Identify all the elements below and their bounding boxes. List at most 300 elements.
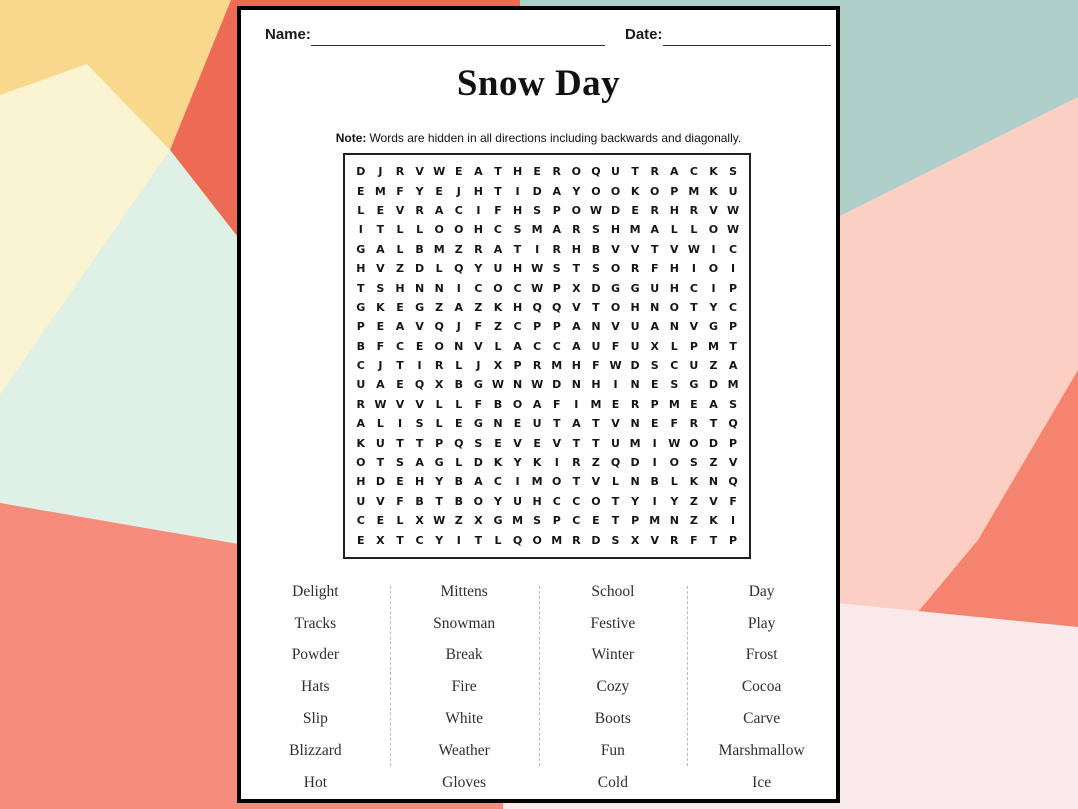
grid-cell: K (709, 184, 718, 198)
grid-row (351, 414, 743, 433)
grid-cell: T (709, 533, 718, 547)
date-blank-line (663, 25, 831, 46)
grid-cell: E (396, 300, 404, 314)
grid-cell: I (711, 281, 716, 295)
grid-cell: M (433, 242, 445, 256)
grid-cell: K (630, 184, 640, 198)
grid-cell: W (531, 378, 544, 392)
grid-cell: X (572, 281, 581, 295)
grid-cell: V (650, 533, 659, 547)
grid-cell: W (374, 397, 387, 411)
grid-cell: L (494, 339, 502, 353)
grid-cell: B (415, 494, 424, 508)
note-bold-prefix: Note: (335, 131, 367, 145)
grid-cell: P (356, 320, 365, 334)
grid-cell: F (650, 262, 659, 276)
grid-cell: V (611, 242, 620, 256)
grid-cell: R (689, 417, 699, 431)
word-item: Play (747, 614, 776, 632)
grid-cell: Q (532, 300, 542, 314)
grid-cell: R (670, 533, 679, 547)
grid-cell: F (592, 359, 600, 373)
grid-cell: E (376, 320, 385, 334)
name-blank-line (311, 25, 605, 46)
grid-cell: G (473, 378, 483, 392)
grid-cell: H (591, 378, 601, 392)
grid-cell: J (456, 320, 461, 334)
grid-cell: L (670, 223, 678, 237)
grid-cell: I (652, 436, 657, 450)
grid-cell: O (434, 339, 444, 353)
note-text (241, 131, 836, 145)
grid-cell: E (455, 417, 463, 431)
grid-cell: U (356, 378, 366, 392)
grid-cell: L (494, 533, 502, 547)
grid-cell: S (689, 456, 698, 470)
grid-cell: R (572, 456, 581, 470)
word-item: Gloves (442, 773, 487, 791)
grid-cell: V (376, 494, 385, 508)
grid-cell: R (552, 242, 561, 256)
grid-cell: U (728, 184, 738, 198)
word-list (241, 576, 836, 799)
grid-cell: A (395, 320, 405, 334)
grid-cell: L (435, 397, 443, 411)
grid-cell: S (729, 165, 738, 179)
note-body: Words are hidden in all directions including backwards and diagonally. (369, 131, 742, 145)
grid-cell: W (727, 223, 740, 237)
grid-cell: I (613, 378, 618, 392)
grid-cell: R (630, 397, 640, 411)
word-item: Day (748, 582, 775, 600)
grid-cell: I (691, 262, 696, 276)
grid-cell: V (415, 320, 424, 334)
grid-cell: O (591, 184, 601, 198)
grid-cell: C (395, 339, 405, 353)
grid-cell: H (512, 165, 523, 179)
grid-cell: I (535, 242, 540, 256)
grid-cell: E (611, 397, 620, 411)
grid-row (351, 375, 743, 394)
grid-cell: C (356, 514, 365, 528)
grid-cell: M (551, 359, 563, 373)
grid-cell: Z (395, 262, 404, 276)
grid-cell: O (571, 165, 581, 179)
grid-cell: A (376, 242, 385, 256)
grid-cell: P (729, 533, 738, 547)
grid-cell: D (630, 456, 640, 470)
grid-cell: X (415, 514, 424, 528)
grid-cell: E (650, 378, 659, 392)
grid-cell: N (650, 300, 660, 314)
grid-cell: I (515, 184, 520, 198)
grid-cell: X (630, 533, 640, 547)
grid-cell: U (591, 339, 601, 353)
grid-cell: V (709, 494, 718, 508)
grid-cell: U (650, 281, 660, 295)
grid-cell: S (513, 223, 522, 237)
grid-cell: E (376, 514, 385, 528)
grid-row (351, 317, 743, 336)
word-item: Blizzard (289, 741, 342, 759)
grid-cell: H (473, 223, 483, 237)
grid-cell: N (708, 475, 719, 489)
grid-cell: I (652, 494, 657, 508)
grid-cell: C (454, 203, 463, 217)
grid-cell: E (631, 203, 639, 217)
grid-cell: A (709, 397, 718, 411)
word-item: Weather (438, 741, 490, 759)
date-field (625, 22, 831, 46)
grid-cell: N (512, 378, 523, 392)
grid-cell: T (729, 339, 737, 353)
letter-grid (343, 153, 751, 559)
grid-cell: A (415, 456, 424, 470)
grid-cell: R (650, 165, 659, 179)
grid-cell: R (395, 165, 405, 179)
word-item: White (445, 710, 484, 728)
grid-cell: Q (610, 456, 621, 470)
word-item: Delight (292, 582, 339, 600)
grid-row (351, 298, 743, 317)
grid-cell: R (572, 223, 581, 237)
grid-cell: E (396, 475, 404, 489)
grid-cell: F (396, 184, 404, 198)
grid-cell: U (689, 359, 699, 373)
grid-cell: E (455, 165, 463, 179)
date-label: Date: (625, 26, 663, 43)
grid-cell: T (552, 417, 561, 431)
grid-cell: B (493, 397, 503, 411)
grid-cell: X (650, 339, 659, 353)
grid-cell: E (533, 165, 541, 179)
grid-cell: U (356, 494, 366, 508)
grid-cell: T (611, 514, 620, 528)
grid-cell: O (356, 456, 366, 470)
grid-row (351, 453, 743, 472)
grid-cell: Y (572, 184, 581, 198)
grid-cell: S (533, 203, 542, 217)
grid-cell: D (591, 533, 601, 547)
grid-cell: V (591, 475, 601, 489)
grid-cell: Z (689, 514, 698, 528)
grid-cell: A (454, 300, 464, 314)
grid-cell: G (689, 378, 699, 392)
grid-cell: A (572, 320, 581, 334)
grid-cell: D (532, 184, 542, 198)
grid-cell: L (357, 203, 365, 217)
grid-row (351, 395, 743, 414)
grid-cell: A (552, 184, 561, 198)
grid-cell: W (433, 514, 446, 528)
grid-cell: L (396, 514, 404, 528)
grid-cell: B (650, 475, 659, 489)
name-label: Name: (265, 26, 311, 43)
grid-cell: A (376, 378, 385, 392)
grid-cell: B (356, 339, 365, 353)
grid-cell: T (376, 223, 385, 237)
grid-cell: H (414, 475, 425, 489)
grid-cell: N (669, 320, 679, 334)
grid-cell: P (729, 320, 738, 334)
grid-cell: P (631, 514, 640, 528)
grid-cell: A (474, 165, 483, 179)
grid-cell: H (356, 475, 366, 489)
grid-cell: A (552, 223, 561, 237)
grid-cell: F (729, 494, 737, 508)
grid-cell: T (435, 494, 443, 508)
grid-cell: M (590, 397, 602, 411)
grid-cell: G (415, 300, 425, 314)
grid-cell: C (729, 242, 738, 256)
grid-cell: H (512, 262, 523, 276)
grid-cell: P (513, 359, 522, 373)
grid-cell: S (670, 378, 679, 392)
grid-cell: X (474, 514, 483, 528)
grid-cell: T (690, 300, 698, 314)
grid-cell: B (454, 494, 463, 508)
grid-cell: O (493, 281, 503, 295)
grid-cell: L (396, 223, 404, 237)
grid-cell: Z (709, 359, 718, 373)
grid-cell: M (649, 514, 661, 528)
grid-cell: R (356, 397, 366, 411)
grid-cell: H (512, 300, 523, 314)
grid-cell: F (552, 397, 561, 411)
grid-cell: T (396, 436, 404, 450)
column-divider (390, 586, 391, 766)
grid-cell: D (375, 475, 385, 489)
grid-cell: W (609, 359, 622, 373)
grid-cell: O (591, 494, 601, 508)
grid-cell: P (552, 320, 561, 334)
grid-cell: V (552, 436, 561, 450)
grid-cell: S (591, 262, 600, 276)
grid-cell: C (729, 300, 738, 314)
grid-cell: B (415, 242, 424, 256)
grid-cell: I (711, 242, 716, 256)
grid-cell: I (652, 456, 657, 470)
grid-cell: H (610, 223, 621, 237)
grid-cell: G (493, 514, 503, 528)
grid-cell: G (356, 242, 366, 256)
word-item: Snowman (433, 614, 496, 632)
grid-cell: Q (728, 475, 738, 489)
grid-cell: V (572, 300, 581, 314)
grid-cell: P (552, 281, 561, 295)
grid-cell: V (415, 397, 424, 411)
grid-cell: G (611, 281, 621, 295)
word-item: Mittens (440, 582, 488, 600)
word-item: Festive (590, 614, 636, 632)
grid-cell: Y (415, 184, 424, 198)
grid-cell: Q (728, 417, 738, 431)
grid-cell: D (415, 262, 425, 276)
grid-row (351, 511, 743, 530)
grid-cell: G (434, 456, 444, 470)
grid-cell: U (630, 320, 640, 334)
grid-cell: G (630, 281, 640, 295)
grid-cell: R (650, 203, 659, 217)
grid-cell: A (513, 339, 522, 353)
grid-cell: V (611, 320, 620, 334)
page-title: Snow Day (456, 63, 621, 104)
grid-cell: D (610, 203, 621, 217)
grid-cell: A (670, 165, 679, 179)
grid-cell: L (455, 359, 463, 373)
grid-cell: H (630, 300, 640, 314)
grid-cell: O (610, 184, 621, 198)
name-field (265, 22, 605, 46)
grid-cell: L (670, 475, 678, 489)
grid-cell: T (396, 533, 404, 547)
grid-cell: E (690, 397, 698, 411)
grid-cell: P (729, 436, 738, 450)
grid-cell: Q (591, 165, 601, 179)
grid-cell: Y (670, 494, 679, 508)
grid-cell: T (513, 242, 522, 256)
grid-cell: T (396, 359, 404, 373)
grid-cell: H (356, 262, 366, 276)
grid-cell: T (592, 300, 600, 314)
grid-cell: H (669, 262, 679, 276)
grid-cell: H (473, 184, 483, 198)
grid-cell: A (650, 223, 659, 237)
grid-cell: T (572, 475, 581, 489)
grid-cell: T (494, 184, 502, 198)
grid-cell: I (574, 397, 579, 411)
grid-cell: F (396, 494, 404, 508)
grid-cell: L (670, 339, 678, 353)
grid-cell: T (415, 436, 424, 450)
grid-cell: O (454, 223, 464, 237)
grid-cell: K (532, 456, 542, 470)
grid-cell: E (357, 184, 365, 198)
grid-cell: M (512, 514, 524, 528)
grid-cell: K (493, 456, 503, 470)
grid-cell: O (669, 300, 679, 314)
grid-cell: I (397, 417, 403, 431)
grid-cell: R (689, 203, 699, 217)
grid-cell: F (670, 417, 679, 431)
grid-cell: H (395, 281, 405, 295)
grid-cell: I (731, 514, 736, 528)
grid-cell: R (630, 262, 640, 276)
word-item: School (591, 582, 635, 600)
grid-cell: P (552, 514, 561, 528)
grid-cell: L (376, 417, 384, 431)
grid-cell: A (572, 417, 581, 431)
grid-cell: E (357, 533, 365, 547)
grid-cell: H (669, 203, 679, 217)
grid-cell: R (434, 359, 444, 373)
grid-cell: S (474, 436, 483, 450)
grid-cell: S (650, 359, 659, 373)
grid-cell: A (532, 397, 542, 411)
grid-cell: M (374, 184, 386, 198)
grid-cell: C (493, 475, 502, 489)
grid-cell: P (670, 184, 679, 198)
grid-cell: Q (512, 533, 523, 547)
grid-cell: D (473, 456, 483, 470)
word-item: Hats (301, 678, 330, 696)
grid-cell: E (592, 514, 600, 528)
grid-cell: L (455, 456, 463, 470)
grid-cell: W (531, 262, 544, 276)
grid-cell: H (669, 281, 679, 295)
grid-cell: T (357, 281, 365, 295)
grid-cell: M (629, 436, 641, 450)
grid-cell: E (376, 203, 385, 217)
grid-cell: W (687, 242, 700, 256)
grid-cell: W (589, 203, 602, 217)
grid-cell: E (533, 436, 541, 450)
grid-cell: I (456, 281, 461, 295)
grid-cell: P (650, 397, 659, 411)
grid-cell: N (630, 417, 640, 431)
grid-row (351, 220, 743, 239)
grid-cell: H (571, 359, 581, 373)
grid-cell: R (572, 533, 581, 547)
grid-cell: F (376, 339, 385, 353)
grid-cell: I (417, 359, 422, 373)
grid-cell: C (689, 281, 698, 295)
grid-cell: V (415, 165, 424, 179)
grid-cell: L (690, 223, 698, 237)
grid-cell: X (434, 378, 444, 392)
grid-cell: N (630, 475, 640, 489)
grid-cell: V (709, 203, 718, 217)
grid-cell: M (531, 223, 543, 237)
grid-cell: L (416, 223, 424, 237)
grid-cell: U (532, 417, 542, 431)
grid-cell: L (435, 417, 443, 431)
grid-cell: H (532, 494, 542, 508)
grid-cell: T (572, 262, 581, 276)
grid-cell: C (356, 359, 365, 373)
grid-cell: T (376, 456, 385, 470)
grid-cell: T (709, 417, 718, 431)
grid-cell: N (434, 281, 444, 295)
grid-cell: C (533, 339, 542, 353)
grid-cell: O (571, 203, 581, 217)
grid-cell: Z (454, 514, 463, 528)
grid-cell: M (668, 397, 680, 411)
grid-cell: Z (591, 456, 600, 470)
grid-cell: Y (435, 475, 444, 489)
grid-cell: Y (513, 456, 522, 470)
grid-cell: B (591, 242, 601, 256)
grid-cell: I (515, 475, 520, 489)
grid-cell: T (631, 165, 639, 179)
grid-cell: N (414, 281, 425, 295)
word-item: Carve (743, 710, 781, 728)
grid-cell: O (610, 262, 621, 276)
grid-cell: K (356, 436, 366, 450)
grid-row (351, 337, 743, 356)
grid-cell: C (670, 359, 679, 373)
grid-cell: Q (454, 436, 464, 450)
grid-cell: Q (414, 378, 425, 392)
word-item: Hot (303, 773, 327, 791)
grid-cell: D (591, 281, 601, 295)
grid-cell: X (376, 533, 385, 547)
grid-cell: Z (689, 494, 698, 508)
word-item: Fun (600, 741, 625, 759)
grid-cell: B (454, 378, 463, 392)
grid-cell: Q (434, 320, 444, 334)
word-item: Powder (291, 646, 340, 664)
